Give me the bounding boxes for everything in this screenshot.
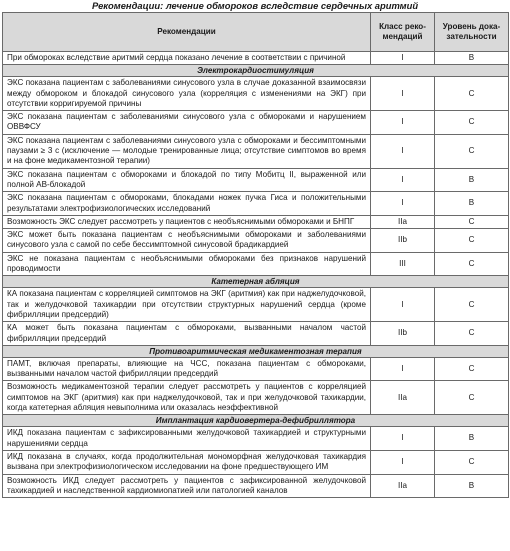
- recommendation-class: I: [371, 168, 435, 192]
- recommendation-text: ЭКС показана пациентам с обмороками, блокадами ножек пучка Гиса и положительными результатами электрофизиологических исследований: [3, 192, 371, 216]
- recommendation-class: I: [371, 77, 435, 111]
- table-row: [3, 427, 509, 451]
- recommendation-class: I: [371, 357, 435, 381]
- recommendation-class: IIb: [371, 322, 435, 346]
- evidence-level: C: [435, 450, 509, 474]
- recommendation-class: IIb: [371, 229, 435, 253]
- recommendation-class: I: [371, 111, 435, 135]
- recommendation-class: I: [371, 427, 435, 451]
- evidence-level: C: [435, 134, 509, 168]
- section-row: [3, 276, 509, 288]
- recommendation-class: I: [371, 450, 435, 474]
- table-row: [3, 111, 509, 135]
- page-title: Рекомендации: лечение обмороков вследствие сердечных аритмий: [91, 0, 419, 11]
- header-recommendations: Рекомендации: [3, 13, 371, 52]
- recommendation-text: ЭКС показана пациентам с заболеваниями синусового узла с обмороками и бессимптомными паузами ≥ 3 с (исключение — молодые тренированные лица; отсутствие симптомов во время и на фоне медикаментозной терапии): [3, 134, 371, 168]
- evidence-level: B: [435, 427, 509, 451]
- table-header-row: [3, 13, 509, 52]
- recommendation-text: ЭКС не показана пациентам с необъяснимыми обмороками без признаков нарушений проводимости: [3, 252, 371, 276]
- section-title: Имплантация кардиовертера-дефибриллятора: [3, 415, 509, 427]
- recommendation-text: КА показана пациентам с корреляцией симптомов на ЭКГ (аритмия) как при наджелудочковой, так и желудочковой тахикардии при отсутствии структурных нарушений сердца (кроме фибрилляции предсердий): [3, 288, 371, 322]
- table-row: [3, 450, 509, 474]
- table-body: [3, 52, 509, 498]
- recommendation-class: III: [371, 252, 435, 276]
- recommendation-text: ЭКС показана пациентам с заболеваниями синусового узла в случае доказанной взаимосвязи между обмороком и блокадой синусового узла (корреляция с изменениями на ЭКГ) при отсутствии корригируемой причины: [3, 77, 371, 111]
- table-row: [3, 192, 509, 216]
- table-row: [3, 252, 509, 276]
- evidence-level: C: [435, 77, 509, 111]
- table-row: [3, 215, 509, 228]
- table-row: [3, 474, 509, 498]
- recommendation-text: ИКД показана пациентам с зафиксированными желудочковой тахикардией и структурными нарушениями сердца: [3, 427, 371, 451]
- section-title: Электрокардиостимуляция: [3, 65, 509, 77]
- recommendation-text: Возможность медикаментозной терапии следует рассмотреть у пациентов с корреляцией симптомов на ЭКГ (аритмия) как при наджелудочковой, так и при желудочковой тахикардии, когда катетерная абляция невыполнима или оказалась неэффективной: [3, 381, 371, 415]
- table-row: [3, 357, 509, 381]
- recommendation-text: При обмороках вследствие аритмий сердца показано лечение в соответствии с причиной: [3, 52, 371, 65]
- table-row: [3, 134, 509, 168]
- recommendation-class: IIa: [371, 381, 435, 415]
- evidence-level: B: [435, 474, 509, 498]
- header-class: Класс реко-мендаций: [371, 13, 435, 52]
- recommendation-text: ЭКС показана пациентам с заболеваниями синусового узла с обмороками и нарушением ОВВФСУ: [3, 111, 371, 135]
- table-row: [3, 288, 509, 322]
- recommendation-class: I: [371, 288, 435, 322]
- recommendations-table: [2, 12, 509, 498]
- recommendation-class: I: [371, 192, 435, 216]
- evidence-level: C: [435, 229, 509, 253]
- evidence-level: B: [435, 52, 509, 65]
- table-row: [3, 322, 509, 346]
- table-row: [3, 168, 509, 192]
- recommendation-text: ЭКС может быть показана пациентам с необъяснимыми обмороками и заболеваниями синусового узла с самой по себе бессимптомной синусовой брадикардией: [3, 229, 371, 253]
- evidence-level: C: [435, 215, 509, 228]
- evidence-level: C: [435, 381, 509, 415]
- evidence-level: C: [435, 111, 509, 135]
- section-title: Катетерная абляция: [3, 276, 509, 288]
- recommendation-text: Возможность ЭКС следует рассмотреть у пациентов с необъяснимыми обмороками и БНПГ: [3, 215, 371, 228]
- section-row: [3, 345, 509, 357]
- recommendation-text: КА может быть показана пациентам с обмороками, вызванными началом частой фибрилляции предсердий: [3, 322, 371, 346]
- recommendation-text: Возможность ИКД следует рассмотреть у пациентов с зафиксированной желудочковой тахикардией и наследственной кардиомиопатией или патологией каналов: [3, 474, 371, 498]
- table-row: [3, 77, 509, 111]
- recommendation-class: I: [371, 52, 435, 65]
- evidence-level: C: [435, 322, 509, 346]
- evidence-level: B: [435, 192, 509, 216]
- recommendation-class: I: [371, 134, 435, 168]
- evidence-level: C: [435, 252, 509, 276]
- section-row: [3, 415, 509, 427]
- evidence-level: C: [435, 357, 509, 381]
- evidence-level: C: [435, 288, 509, 322]
- evidence-level: B: [435, 168, 509, 192]
- table-row: [3, 381, 509, 415]
- recommendation-class: IIa: [371, 474, 435, 498]
- recommendation-text: ИКД показана в случаях, когда продолжительная мономорфная желудочковая тахикардия вызвана при электрофизиологическом исследовании на фоне предшествующего ИМ: [3, 450, 371, 474]
- header-evidence-level: Уровень дока-зательности: [435, 13, 509, 52]
- table-row: [3, 229, 509, 253]
- section-title: Противоаритмическая медикаментозная терапия: [3, 345, 509, 357]
- recommendation-class: IIa: [371, 215, 435, 228]
- section-row: [3, 65, 509, 77]
- recommendation-text: ПАМТ, включая препараты, влияющие на ЧСС, показана пациентам с обмороками, вызванными началом частой фибрилляции предсердий: [3, 357, 371, 381]
- table-row: [3, 52, 509, 65]
- recommendation-text: ЭКС показана пациентам с обмороками и блокадой по типу Мобитц II, выраженной или полной АВ-блокадой: [3, 168, 371, 192]
